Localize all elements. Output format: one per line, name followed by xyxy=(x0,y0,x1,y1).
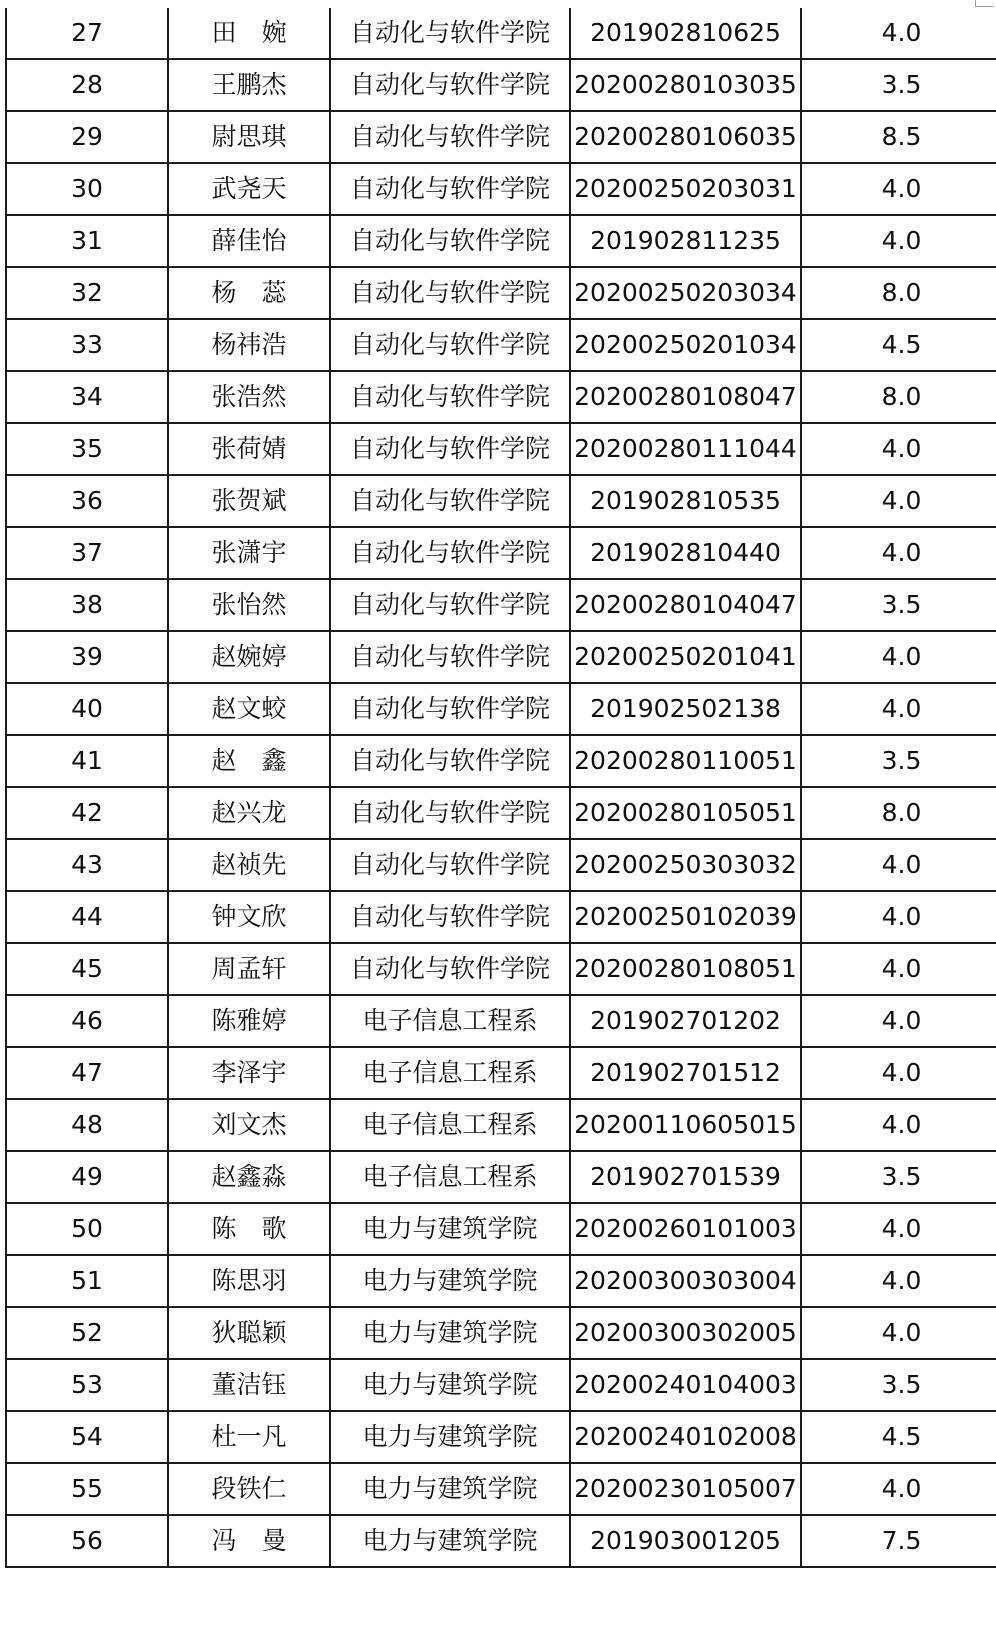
student-id-cell: 20200250203031 xyxy=(570,163,801,215)
student-id-cell: 20200300302005 xyxy=(570,1307,801,1359)
student-name-cell: 杜一凡 xyxy=(168,1411,330,1463)
score-cell: 4.0 xyxy=(801,1099,996,1151)
student-id-cell: 201902701202 xyxy=(570,995,801,1047)
row-number-cell: 28 xyxy=(6,59,168,111)
table-row xyxy=(6,423,996,475)
student-id-cell: 20200280105051 xyxy=(570,787,801,839)
table-row xyxy=(6,839,996,891)
score-cell: 4.0 xyxy=(801,631,996,683)
score-cell: 3.5 xyxy=(801,1151,996,1203)
student-name-cell: 董洁钰 xyxy=(168,1359,330,1411)
row-number-cell: 52 xyxy=(6,1307,168,1359)
score-cell: 4.5 xyxy=(801,1411,996,1463)
student-name-cell: 周孟轩 xyxy=(168,943,330,995)
table-row xyxy=(6,475,996,527)
row-number-cell: 56 xyxy=(6,1515,168,1567)
department-cell: 自动化与软件学院 xyxy=(330,371,570,423)
score-cell: 4.0 xyxy=(801,215,996,267)
score-cell: 4.0 xyxy=(801,1047,996,1099)
student-name-cell: 尉思琪 xyxy=(168,111,330,163)
student-name-cell: 张贺斌 xyxy=(168,475,330,527)
row-number-cell: 35 xyxy=(6,423,168,475)
student-name-cell: 赵 鑫 xyxy=(168,735,330,787)
score-cell: 4.0 xyxy=(801,943,996,995)
score-cell: 8.0 xyxy=(801,371,996,423)
department-cell: 电子信息工程系 xyxy=(330,995,570,1047)
score-cell: 4.0 xyxy=(801,527,996,579)
table-row xyxy=(6,891,996,943)
row-number-cell: 51 xyxy=(6,1255,168,1307)
student-name-cell: 陈思羽 xyxy=(168,1255,330,1307)
table-row xyxy=(6,215,996,267)
department-cell: 自动化与软件学院 xyxy=(330,579,570,631)
table-row xyxy=(6,631,996,683)
score-cell: 4.0 xyxy=(801,891,996,943)
department-cell: 电力与建筑学院 xyxy=(330,1411,570,1463)
table-row xyxy=(6,683,996,735)
department-cell: 电子信息工程系 xyxy=(330,1099,570,1151)
student-id-cell: 20200280110051 xyxy=(570,735,801,787)
row-number-cell: 30 xyxy=(6,163,168,215)
table-row xyxy=(6,527,996,579)
table-row xyxy=(6,579,996,631)
score-cell: 4.0 xyxy=(801,163,996,215)
table-row xyxy=(6,1307,996,1359)
score-cell: 4.0 xyxy=(801,839,996,891)
score-cell: 3.5 xyxy=(801,579,996,631)
row-number-cell: 38 xyxy=(6,579,168,631)
department-cell: 电力与建筑学院 xyxy=(330,1359,570,1411)
student-id-cell: 201902701512 xyxy=(570,1047,801,1099)
student-name-cell: 赵鑫淼 xyxy=(168,1151,330,1203)
score-cell: 3.5 xyxy=(801,1359,996,1411)
table-row xyxy=(6,1255,996,1307)
student-id-cell: 20200280111044 xyxy=(570,423,801,475)
row-number-cell: 37 xyxy=(6,527,168,579)
department-cell: 自动化与软件学院 xyxy=(330,215,570,267)
score-cell: 4.0 xyxy=(801,683,996,735)
student-name-cell: 薛佳怡 xyxy=(168,215,330,267)
student-name-cell: 赵祯先 xyxy=(168,839,330,891)
row-number-cell: 46 xyxy=(6,995,168,1047)
department-cell: 自动化与软件学院 xyxy=(330,631,570,683)
table-row xyxy=(6,267,996,319)
score-cell: 4.0 xyxy=(801,475,996,527)
department-cell: 电力与建筑学院 xyxy=(330,1307,570,1359)
student-id-cell: 20200250303032 xyxy=(570,839,801,891)
table-row xyxy=(6,943,996,995)
roster-table xyxy=(5,8,996,1568)
table-row xyxy=(6,163,996,215)
department-cell: 自动化与软件学院 xyxy=(330,475,570,527)
table-row xyxy=(6,1151,996,1203)
row-number-cell: 48 xyxy=(6,1099,168,1151)
student-name-cell: 陈雅婷 xyxy=(168,995,330,1047)
student-name-cell: 冯 曼 xyxy=(168,1515,330,1567)
score-cell: 4.0 xyxy=(801,1463,996,1515)
table-row xyxy=(6,787,996,839)
table-row xyxy=(6,111,996,163)
student-id-cell: 201902810440 xyxy=(570,527,801,579)
department-cell: 自动化与软件学院 xyxy=(330,943,570,995)
row-number-cell: 36 xyxy=(6,475,168,527)
row-number-cell: 39 xyxy=(6,631,168,683)
department-cell: 自动化与软件学院 xyxy=(330,527,570,579)
score-cell: 4.5 xyxy=(801,319,996,371)
department-cell: 自动化与软件学院 xyxy=(330,787,570,839)
student-name-cell: 杨 蕊 xyxy=(168,267,330,319)
row-number-cell: 27 xyxy=(6,8,168,59)
student-id-cell: 20200280103035 xyxy=(570,59,801,111)
student-id-cell: 20200280104047 xyxy=(570,579,801,631)
table-row xyxy=(6,1515,996,1567)
student-id-cell: 201902811235 xyxy=(570,215,801,267)
score-cell: 7.5 xyxy=(801,1515,996,1567)
student-name-cell: 武尧天 xyxy=(168,163,330,215)
department-cell: 电力与建筑学院 xyxy=(330,1515,570,1567)
student-id-cell: 20200230105007 xyxy=(570,1463,801,1515)
student-name-cell: 张怡然 xyxy=(168,579,330,631)
department-cell: 电子信息工程系 xyxy=(330,1151,570,1203)
department-cell: 电力与建筑学院 xyxy=(330,1255,570,1307)
student-id-cell: 20200280106035 xyxy=(570,111,801,163)
student-name-cell: 张潇宇 xyxy=(168,527,330,579)
student-id-cell: 20200250201041 xyxy=(570,631,801,683)
table-row xyxy=(6,1099,996,1151)
row-number-cell: 32 xyxy=(6,267,168,319)
student-name-cell: 赵兴龙 xyxy=(168,787,330,839)
score-cell: 4.0 xyxy=(801,8,996,59)
row-number-cell: 34 xyxy=(6,371,168,423)
student-name-cell: 李泽宇 xyxy=(168,1047,330,1099)
student-name-cell: 王鹏杰 xyxy=(168,59,330,111)
department-cell: 自动化与软件学院 xyxy=(330,267,570,319)
student-id-cell: 20200250102039 xyxy=(570,891,801,943)
page-corner-mark xyxy=(975,0,994,7)
table-row xyxy=(6,1411,996,1463)
student-id-cell: 20200260101003 xyxy=(570,1203,801,1255)
score-cell: 8.0 xyxy=(801,267,996,319)
row-number-cell: 47 xyxy=(6,1047,168,1099)
department-cell: 自动化与软件学院 xyxy=(330,8,570,59)
student-id-cell: 20200280108051 xyxy=(570,943,801,995)
department-cell: 自动化与软件学院 xyxy=(330,163,570,215)
table-row xyxy=(6,1463,996,1515)
table-row xyxy=(6,319,996,371)
department-cell: 自动化与软件学院 xyxy=(330,683,570,735)
row-number-cell: 55 xyxy=(6,1463,168,1515)
student-id-cell: 20200110605015 xyxy=(570,1099,801,1151)
student-name-cell: 赵文蛟 xyxy=(168,683,330,735)
student-name-cell: 张荷婧 xyxy=(168,423,330,475)
score-cell: 4.0 xyxy=(801,1203,996,1255)
row-number-cell: 40 xyxy=(6,683,168,735)
score-cell: 4.0 xyxy=(801,1255,996,1307)
row-number-cell: 43 xyxy=(6,839,168,891)
table-row xyxy=(6,995,996,1047)
student-id-cell: 20200250201034 xyxy=(570,319,801,371)
table-row xyxy=(6,735,996,787)
row-number-cell: 41 xyxy=(6,735,168,787)
student-id-cell: 20200240104003 xyxy=(570,1359,801,1411)
student-id-cell: 201902810625 xyxy=(570,8,801,59)
row-number-cell: 50 xyxy=(6,1203,168,1255)
department-cell: 电子信息工程系 xyxy=(330,1047,570,1099)
student-id-cell: 201903001205 xyxy=(570,1515,801,1567)
row-number-cell: 42 xyxy=(6,787,168,839)
score-cell: 3.5 xyxy=(801,735,996,787)
row-number-cell: 29 xyxy=(6,111,168,163)
row-number-cell: 44 xyxy=(6,891,168,943)
score-cell: 3.5 xyxy=(801,59,996,111)
row-number-cell: 45 xyxy=(6,943,168,995)
department-cell: 自动化与软件学院 xyxy=(330,735,570,787)
table-row xyxy=(6,59,996,111)
student-name-cell: 钟文欣 xyxy=(168,891,330,943)
department-cell: 电力与建筑学院 xyxy=(330,1463,570,1515)
department-cell: 自动化与软件学院 xyxy=(330,891,570,943)
row-number-cell: 53 xyxy=(6,1359,168,1411)
student-id-cell: 20200240102008 xyxy=(570,1411,801,1463)
table-row xyxy=(6,1047,996,1099)
row-number-cell: 54 xyxy=(6,1411,168,1463)
student-name-cell: 田 婉 xyxy=(168,8,330,59)
student-id-cell: 20200300303004 xyxy=(570,1255,801,1307)
department-cell: 自动化与软件学院 xyxy=(330,839,570,891)
table-row xyxy=(6,1359,996,1411)
row-number-cell: 33 xyxy=(6,319,168,371)
table-row xyxy=(6,371,996,423)
roster-table-body xyxy=(6,8,996,1567)
score-cell: 4.0 xyxy=(801,423,996,475)
row-number-cell: 49 xyxy=(6,1151,168,1203)
department-cell: 电力与建筑学院 xyxy=(330,1203,570,1255)
table-row xyxy=(6,1203,996,1255)
department-cell: 自动化与软件学院 xyxy=(330,111,570,163)
score-cell: 4.0 xyxy=(801,1307,996,1359)
score-cell: 8.5 xyxy=(801,111,996,163)
department-cell: 自动化与软件学院 xyxy=(330,319,570,371)
row-number-cell: 31 xyxy=(6,215,168,267)
student-id-cell: 201902701539 xyxy=(570,1151,801,1203)
score-cell: 8.0 xyxy=(801,787,996,839)
student-name-cell: 段铁仁 xyxy=(168,1463,330,1515)
student-name-cell: 杨祎浩 xyxy=(168,319,330,371)
student-id-cell: 20200280108047 xyxy=(570,371,801,423)
student-name-cell: 刘文杰 xyxy=(168,1099,330,1151)
department-cell: 自动化与软件学院 xyxy=(330,59,570,111)
student-name-cell: 赵婉婷 xyxy=(168,631,330,683)
student-id-cell: 201902502138 xyxy=(570,683,801,735)
score-cell: 4.0 xyxy=(801,995,996,1047)
student-id-cell: 201902810535 xyxy=(570,475,801,527)
student-name-cell: 张浩然 xyxy=(168,371,330,423)
student-id-cell: 20200250203034 xyxy=(570,267,801,319)
student-name-cell: 狄聪颖 xyxy=(168,1307,330,1359)
department-cell: 自动化与软件学院 xyxy=(330,423,570,475)
student-name-cell: 陈 歌 xyxy=(168,1203,330,1255)
table-row xyxy=(6,8,996,59)
